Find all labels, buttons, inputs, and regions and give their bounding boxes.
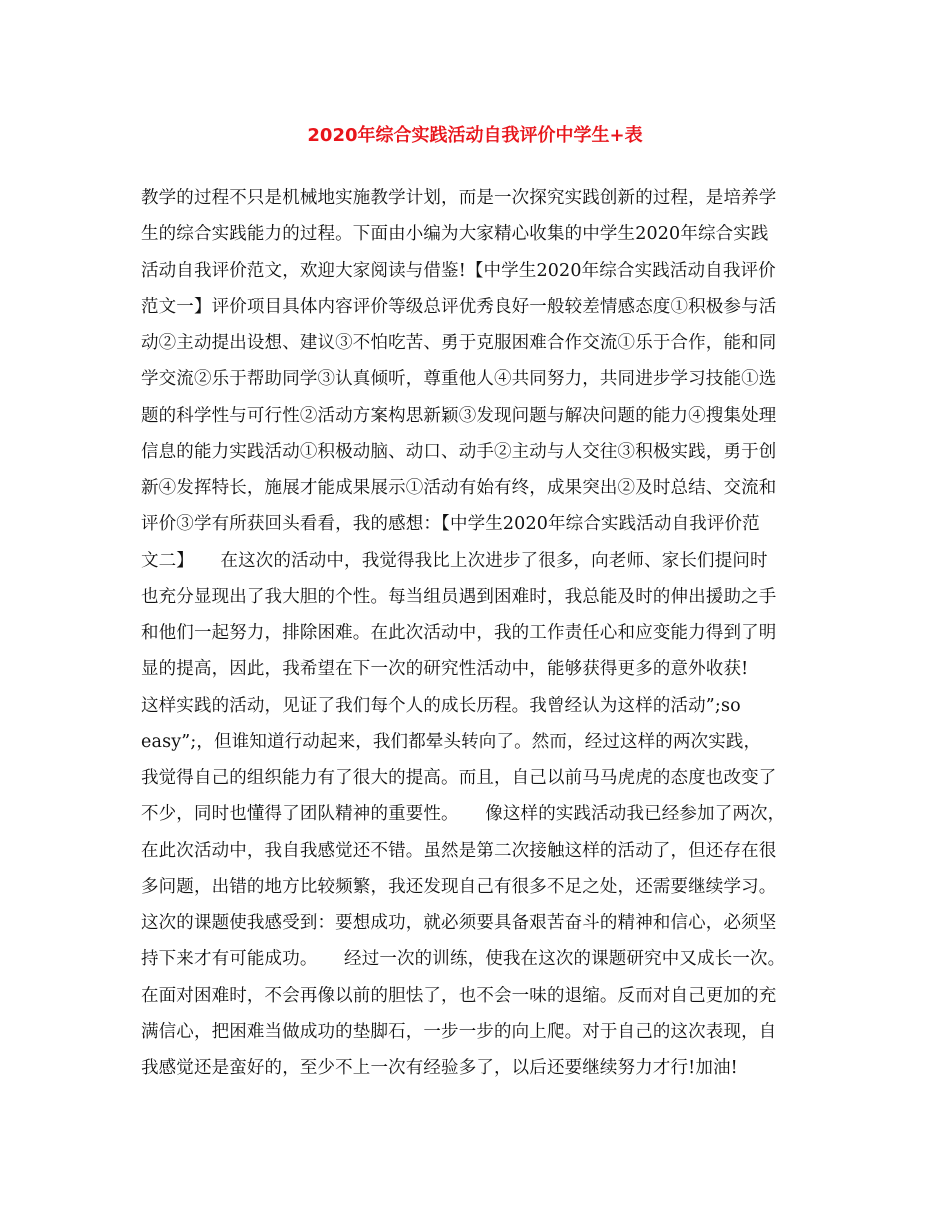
- document-body: [141, 180, 831, 1086]
- text-line: 显的提高，因此，我希望在下一次的研究性活动中，能够获得更多的意外收获!: [141, 659, 749, 680]
- text-line: 持下来才有可能成功。 经过一次的训练，使我在这次的课题研究中又成长一次。: [141, 949, 786, 970]
- text-line: 新④发挥特长，施展才能成果展示①活动有始有终，成果突出②及时总结、交流和: [141, 478, 777, 498]
- text-line: 不少，同时也懂得了团队精神的重要性。 像这样的实践活动我已经参加了两次，: [141, 804, 786, 825]
- text-line: 信息的能力实践活动①积极动脑、动口、动手②主动与人交往③积极实践，勇于创: [141, 441, 777, 462]
- text-line: 在面对困难时，不会再像以前的胆怯了，也不会一味的退缩。反而对自己更加的充: [141, 985, 777, 1006]
- text-line: 题的科学性与可行性②活动方案构思新颖③发现问题与解决问题的能力④搜集处理: [141, 405, 777, 426]
- text-line: easy”;，但谁知道行动起来，我们都晕头转向了。然而，经过这样的两次实践，: [141, 731, 762, 752]
- text-line: 多问题，出错的地方比较频繁，我还发现自己有很多不足之处，还需要继续学习。: [141, 876, 777, 897]
- text-line: 文二】 在这次的活动中，我觉得我比上次进步了很多，向老师、家长们提问时: [141, 550, 768, 571]
- text-line: 动②主动提出设想、建议③不怕吃苦、勇于克服困难合作交流①乐于合作，能和同: [141, 333, 777, 353]
- text-line: 活动自我评价范文，欢迎大家阅读与借鉴!【中学生2020年综合实践活动自我评价: [141, 260, 776, 281]
- text-line: 这次的课题使我感受到：要想成功，就必须要具备艰苦奋斗的精神和信心，必须坚: [141, 913, 777, 933]
- text-line: 也充分显现出了我大胆的个性。每当组员遇到困难时，我总能及时的伸出援助之手: [141, 586, 777, 607]
- document-title: 2020年综合实践活动自我评价中学生+表: [307, 125, 643, 146]
- text-line: 满信心，把困难当做成功的垫脚石，一步一步的向上爬。对于自己的这次表现，自: [141, 1021, 777, 1042]
- text-line: 生的综合实践能力的过程。下面由小编为大家精心收集的中学生2020年综合实践: [141, 224, 769, 245]
- text-line: 和他们一起努力，排除困难。在此次活动中，我的工作责任心和应变能力得到了明: [141, 623, 777, 643]
- text-line: 我觉得自己的组织能力有了很大的提高。而且，自己以前马马虎虎的态度也改变了: [141, 768, 777, 788]
- text-line: 在此次活动中，我自我感觉还不错。虽然是第二次接触这样的活动了，但还存在很: [141, 840, 777, 861]
- text-line: 评价③学有所获回头看看，我的感想：【中学生2020年综合实践活动自我评价范: [141, 514, 760, 535]
- text-line: 教学的过程不只是机械地实施教学计划，而是一次探究实践创新的过程，是培养学: [141, 188, 777, 208]
- text-line: 范文一】评价项目具体内容评价等级总评优秀良好一般较差情感态度①积极参与活: [141, 296, 777, 317]
- text-line: 学交流②乐于帮助同学③认真倾听，尊重他人④共同努力，共同进步学习技能①选: [141, 369, 777, 390]
- text-line: 这样实践的活动，见证了我们每个人的成长历程。我曾经认为这样的活动”;so: [141, 695, 741, 716]
- text-line: 我感觉还是蛮好的，至少不上一次有经验多了，以后还要继续努力才行!加油!: [141, 1058, 738, 1078]
